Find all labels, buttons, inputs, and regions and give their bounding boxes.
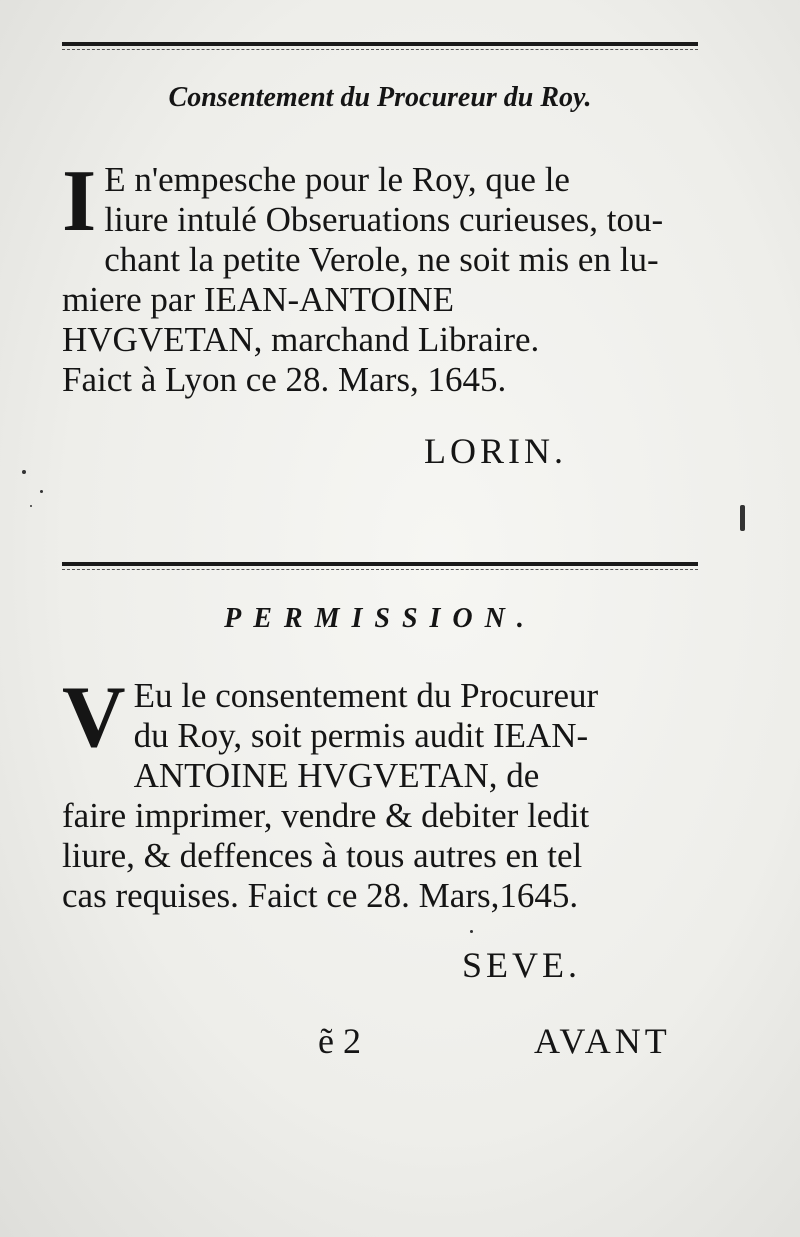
middle-divider-rule — [62, 562, 698, 566]
paragraph-line: Faict à Lyon ce 28. Mars, 1645. — [62, 360, 507, 399]
paragraph-line: HVGVETAN, marchand Libraire. — [62, 320, 540, 359]
paragraph-line: miere par IEAN-ANTOINE — [62, 280, 454, 319]
permission-paragraph — [62, 669, 702, 916]
signature-seve: SEVE. — [462, 945, 581, 985]
top-divider-rule — [62, 42, 698, 46]
drop-cap-letter: I — [62, 153, 97, 250]
section-heading-permission: PERMISSION. — [224, 603, 536, 634]
drop-cap-letter: V — [62, 669, 126, 766]
paragraph-line: Eu le consentement du Procureur — [133, 676, 599, 715]
signature-lorin: LORIN. — [424, 431, 567, 471]
paragraph-line: faire imprimer, vendre & debiter ledit — [62, 796, 590, 835]
signature-mark: ẽ 2 — [318, 1021, 361, 1061]
paragraph-line: E n'empesche pour le Roy, que le — [104, 160, 570, 199]
paragraph-line: liure, & deffences à tous autres en tel — [62, 836, 583, 875]
paragraph-line: liure intulé Obseruations curieuses, tou- — [104, 200, 664, 239]
paragraph-line: du Roy, soit permis audit IEAN- — [133, 716, 589, 755]
catchword: AVANT — [534, 1021, 671, 1061]
consent-paragraph — [62, 153, 702, 400]
section-heading-consent: Consentement du Procureur du Roy. — [168, 82, 592, 113]
paragraph-line: chant la petite Verole, ne soit mis en lu- — [104, 240, 659, 279]
paragraph-line: cas requises. Faict ce 28. Mars,1645. — [62, 876, 579, 915]
paragraph-line: ANTOINE HVGVETAN, de — [133, 756, 540, 795]
